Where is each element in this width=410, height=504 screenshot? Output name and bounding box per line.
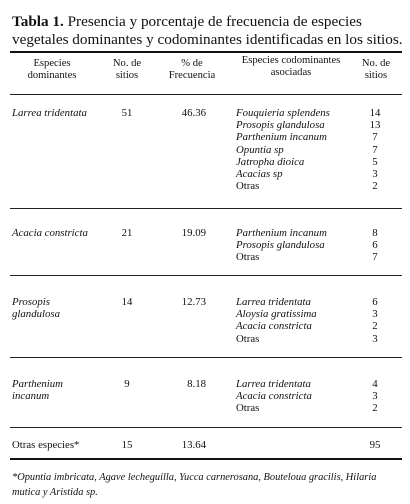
row-divider — [10, 275, 402, 276]
codominant-sites: 5 — [372, 155, 378, 168]
codominant-list — [236, 107, 330, 192]
codominant-species: Acacias sp — [236, 167, 283, 180]
frequency-percent: 13.64 — [181, 439, 206, 451]
codominant-species: Larrea tridentata — [236, 378, 311, 390]
frequency-percent: 46.36 — [181, 107, 206, 119]
table-caption — [12, 13, 404, 48]
codominant-sites: 3 — [372, 332, 378, 345]
sites-count: 14 — [121, 296, 133, 308]
dominant-species-line: Parthenium — [12, 378, 63, 390]
frequency-percent: 19.09 — [181, 227, 206, 239]
sites-count: 51 — [121, 107, 133, 119]
frequency-percent: 12.73 — [181, 296, 206, 308]
codominant-species: Opuntia sp — [236, 143, 284, 156]
frequency-percent: 8.18 — [187, 378, 206, 390]
codominant-sites-list — [362, 296, 388, 345]
codominant-list — [236, 296, 317, 345]
codominant-sites: 13 — [369, 119, 381, 132]
top-rule — [10, 51, 402, 53]
codominant-species: Larrea tridentata — [236, 296, 311, 308]
bottom-rule — [10, 458, 402, 460]
table-label: Tabla 1. — [12, 13, 64, 30]
row-divider — [10, 357, 402, 358]
codominant-sites: 3 — [372, 308, 378, 321]
row-divider — [10, 427, 402, 428]
codominant-species: Prosopis glandulosa — [236, 239, 325, 252]
table-title: Presencia y porcentaje de frecuencia de especies vegetales dominantes y codominantes identificadas en los sitios. — [12, 13, 403, 48]
codominant-species: Aloysia gratissima — [236, 308, 317, 321]
codominant-species: Acacia constricta — [236, 320, 312, 333]
sites-count: 9 — [124, 378, 130, 390]
codominant-sites-list — [362, 378, 388, 415]
row-divider — [10, 208, 402, 209]
codominant-sites: 3 — [372, 390, 378, 403]
codominant-sites: 7 — [372, 131, 378, 144]
sites-count: 21 — [121, 227, 133, 239]
codominant-sites: 2 — [372, 180, 378, 193]
header-dominant-species: Especies dominantes — [27, 58, 77, 81]
table-footnote: *Opuntia imbricata, Agave lecheguilla, Yucca carnerosana, Bouteloua gracilis, Hilaria mutica y Aristida sp. — [12, 472, 377, 498]
dominant-species-line: glandulosa — [12, 308, 60, 321]
codominant-species: Prosopis glandulosa — [236, 119, 325, 132]
dominant-species-line: Prosopis — [12, 296, 50, 308]
header-rule — [10, 94, 402, 95]
sites-count: 15 — [121, 439, 133, 451]
codominant-sites-list — [362, 227, 388, 264]
codominant-sites: 7 — [372, 251, 378, 264]
codominant-list — [236, 227, 327, 264]
codominant-species: Parthenium incanum — [236, 131, 327, 144]
codominant-species: Acacia constricta — [236, 390, 312, 403]
codominant-sites: 3 — [372, 167, 378, 180]
header-sites: No. de sitios — [112, 58, 142, 81]
codominant-sites: 6 — [372, 239, 378, 252]
codominant-sites: 95 — [369, 439, 381, 451]
header-frequency: % de Frecuencia — [168, 58, 216, 81]
codominant-sites: 8 — [372, 227, 378, 239]
dominant-species: Acacia constricta — [12, 227, 88, 239]
codominant-sites: 6 — [372, 296, 378, 308]
dominant-species — [12, 296, 60, 320]
codominant-sites-list — [362, 107, 388, 192]
dominant-species: Larrea tridentata — [12, 107, 87, 119]
codominant-species: Otras — [236, 402, 260, 415]
dominant-species: Otras especies* — [12, 439, 80, 451]
codominant-species: Fouquieria splendens — [236, 107, 330, 119]
codominant-list — [236, 378, 312, 415]
codominant-sites: 14 — [369, 107, 381, 119]
dominant-species-line: incanum — [12, 390, 50, 403]
dominant-species — [12, 378, 63, 402]
header-codominant-species: Especies codominantes asociadas — [241, 55, 341, 78]
codominant-species: Parthenium incanum — [236, 227, 327, 239]
codominant-sites: 7 — [372, 143, 378, 156]
codominant-sites: 2 — [372, 320, 378, 333]
codominant-species: Otras — [236, 251, 260, 264]
codominant-sites: 2 — [372, 402, 378, 415]
codominant-species: Otras — [236, 180, 260, 193]
codominant-species: Otras — [236, 332, 260, 345]
header-codominant-sites: No. de sitios — [361, 58, 391, 81]
codominant-sites: 4 — [372, 378, 378, 390]
codominant-species: Jatropha dioica — [236, 155, 305, 168]
